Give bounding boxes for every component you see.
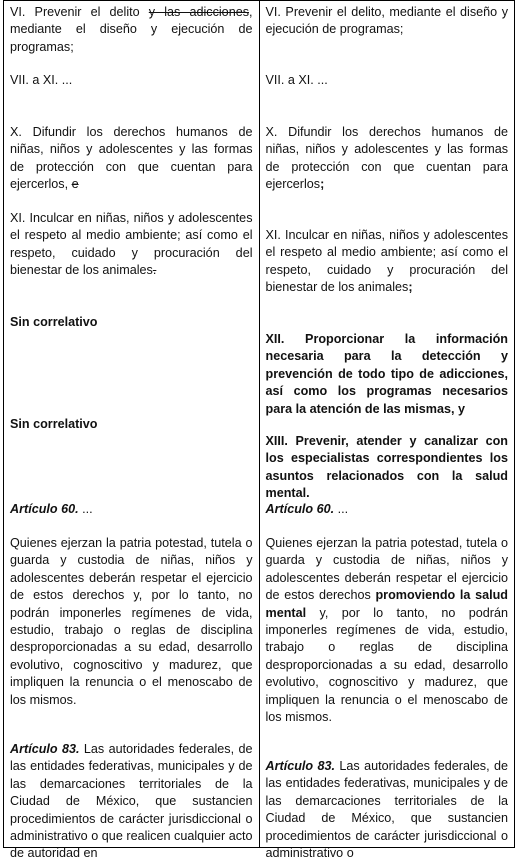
added-text: ;: [408, 280, 413, 295]
left-sin-correlativo-1: Sin correlativo: [10, 315, 98, 329]
right-fraction-xiii: XIII. Prevenir, atender y canalizar con los especialistas correspondientes los asuntos relacionados con la salud mental.: [265, 434, 508, 501]
added-text: ;: [320, 177, 325, 192]
left-sin-correlativo-2: Sin correlativo: [10, 417, 98, 431]
right-article-60-text: Quienes ejerzan la patria potestad, tutela o guarda y custodia de niñas, niños y adolescentes deberán respetar el ejercicio de estos derechos promoviendo la salud mental y, por lo tanto, no podrán imponerles regímenes de vida, estudio, trabajo o reglas de disciplina desproporcionadas a su edad, desarrollo evolutivo, cognoscitivo y madurez, que impliquen la renuncia o el menoscabo de los mismos.: [265, 536, 508, 725]
comparison-page: [3, 0, 515, 861]
left-article-60-heading: Artículo 60. ...: [10, 502, 93, 516]
left-fraction-vi: VI. Prevenir el delito y las adicciones, mediante el diseño y ejecución de programas;: [10, 5, 253, 54]
right-fraction-vii: VII. a XI. ...: [265, 73, 328, 87]
table-row: [4, 1, 515, 848]
deleted-text: .: [152, 263, 157, 278]
added-text: promoviendo la salud mental: [265, 588, 508, 620]
right-fraction-xii: XII. Proporcionar la información necesaria para la detección y prevención de todo tipo de adicciones, así como los programas necesarios para la atención de las mismas, y: [265, 332, 508, 416]
right-article-60-heading: Artículo 60. ...: [265, 502, 349, 516]
left-article-83: Artículo 83. Las autoridades federales, de las entidades federativas, municipales y de las demarcaciones territoriales de la Ciudad de México, que sustancien procedimientos de carácter jurisdiccional o administrativo o que realicen cualquier acto de autoridad en: [10, 742, 253, 861]
right-fraction-x: X. Difundir los derechos humanos de niñas, niños y adolescentes y las formas de protección con que cuentan para ejercerlos;: [265, 125, 508, 192]
left-article-60-text: Quienes ejerzan la patria potestad, tutela o guarda y custodia de niñas, niños y adolescentes deberán respetar el ejercicio de estos derechos y, por lo tanto, no podrán imponerles regímenes de vida, estudio, trabajo o reglas de disciplina desproporcionadas a su edad, desarrollo evolutivo, cognoscitivo y madurez, que impliquen la renuncia o el menoscabo de los mismos.: [10, 536, 253, 707]
comparison-table: [3, 0, 515, 861]
right-article-83: Artículo 83. Las autoridades federales, de las entidades federativas, municipales y de las demarcaciones territoriales de la Ciudad de México, que sustancien procedimientos de carácter jurisdiccional o administrativo o: [265, 759, 508, 861]
deleted-text: e: [71, 177, 79, 192]
deleted-text: y las adicciones: [148, 5, 249, 19]
right-fraction-vi: VI. Prevenir el delito, mediante el diseño y ejecución de programas;: [265, 5, 508, 37]
left-column: [4, 1, 260, 861]
left-fraction-vii: VII. a XI. ...: [10, 73, 73, 87]
left-fraction-xi: XI. Inculcar en niñas, niños y adolescentes el respeto al medio ambiente; así como el respeto, cuidado y procuración del bienestar de los animales.: [10, 211, 253, 278]
left-fraction-x: X. Difundir los derechos humanos de niñas, niños y adolescentes y las formas de protección con que cuentan para ejercerlos, e: [10, 125, 253, 192]
right-column: [259, 1, 515, 861]
right-fraction-xi: XI. Inculcar en niñas, niños y adolescentes el respeto al medio ambiente; así como el respeto, cuidado y procuración del bienestar de los animales;: [265, 228, 508, 295]
